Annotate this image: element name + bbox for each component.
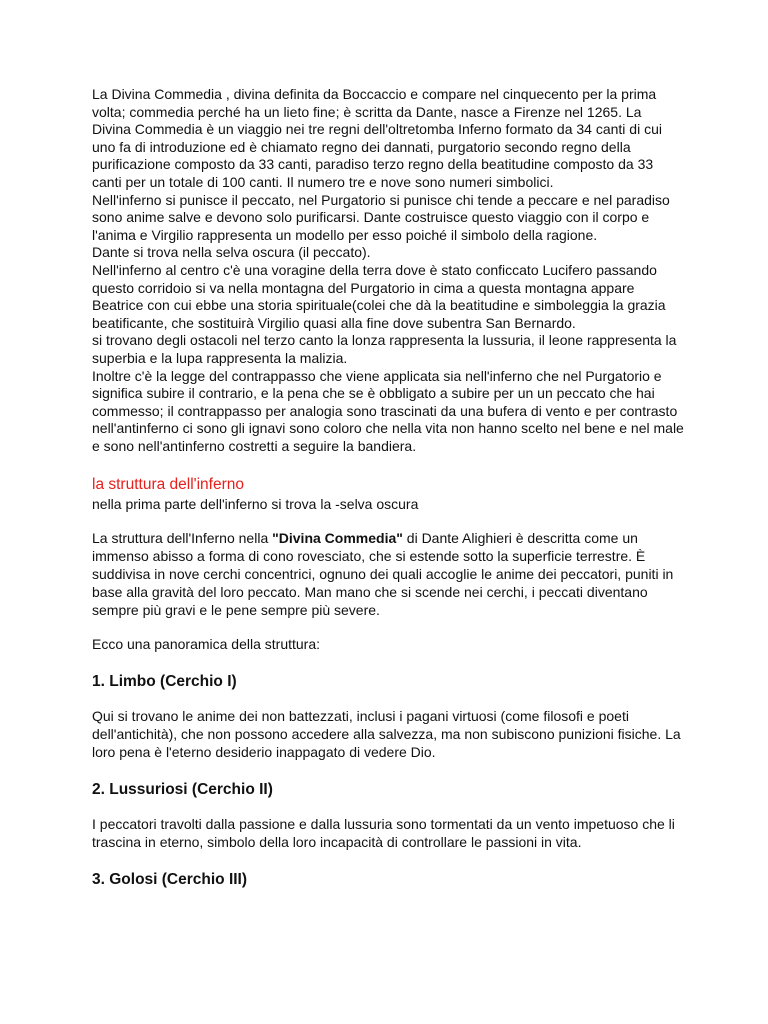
- description-bold-title: "Divina Commedia": [272, 530, 403, 547]
- overview-line: Ecco una panoramica della struttura:: [92, 636, 321, 653]
- intro-paragraph: Inoltre c'è la legge del contrappasso che viene applicata sia nell'inferno che nel Purgatorio e significa subire il contrario, e la pena che se è obbligato a subire per un un peccato che hai commesso; il contrappasso per analogia sono trascinati da una bufera di vento e per contrasto nell'antinferno ci sono gli ignavi sono coloro che nella vita non hanno scelto nel bene e nel male e sono nell'antinferno costretti a seguire la bandiera.: [92, 367, 684, 454]
- description-text-start: La struttura dell'Inferno nella: [92, 530, 273, 547]
- intro-text: [92, 86, 684, 455]
- section-subtitle: nella prima parte dell'inferno si trova la -selva oscura: [92, 496, 419, 513]
- intro-paragraph: Dante si trova nella selva oscura (il peccato).: [92, 244, 371, 261]
- structure-description: [92, 529, 684, 619]
- intro-paragraph: La Divina Commedia , divina definita da Boccaccio e compare nel cinquecento per la prima volta; commedia perché ha un lieto fine; è scritta da Dante, nasce a Firenze nel 1265. La Divina Commedia è un viaggio nei tre regni dell'oltretomba Inferno formato da 34 canti di cui uno fa di introduzione ed è chiamato regno dei dannati, purgatorio secondo regno della purificazione composto da 33 canti, paradiso terzo regno della beatitudine composto da 33 canti per un totale di 100 canti. Il numero tre e nove sono numeri simbolici.: [92, 86, 662, 190]
- circle-heading: 1. Limbo (Cerchio I): [92, 673, 237, 691]
- intro-paragraph: Nell'inferno al centro c'è una voragine della terra dove è stato conficcato Lucifero passando questo corridoio si va nella montagna del Purgatorio in cima a questa montagna appare Beatrice con cui ebbe una storia spirituale(colei che dà la beatitudine e simboleggia la grazia beatificante, che sostituirà Virgilio quasi alla fine dove subentra San Bernardo.: [92, 261, 666, 331]
- circle-heading: 3. Golosi (Cerchio III): [92, 871, 248, 889]
- circle-heading: 2. Lussuriosi (Cerchio II): [92, 781, 273, 799]
- description-text-end: di Dante Alighieri è descritta come un immenso abisso a forma di cono rovesciato, che si estende sotto la superficie terrestre. È suddivisa in nove cerchi concentrici, ognuno dei quali accoglie le anime dei peccatori, puniti in base alla gravità del loro peccato. Man mano che si scende nei cerchi, i peccati diventano sempre più gravi e le pene sempre più severe.: [92, 530, 674, 619]
- intro-paragraph: Nell'inferno si punisce il peccato, nel Purgatorio si punisce chi tende a peccare e nel paradiso sono anime salve e devono solo purificarsi. Dante costruisce questo viaggio con il corpo e l'anima e Virgilio rappresenta un modello per esso poiché il simbolo della ragione.: [92, 191, 670, 243]
- document-page: [92, 86, 684, 889]
- circle-description: Qui si trovano le anime dei non battezzati, inclusi i pagani virtuosi (come filosofi e poeti dell'antichità), che non possono accedere alla salvezza, ma non subiscono punizioni fisiche. La loro pena è l'eterno desiderio inappagato di vedere Dio.: [92, 708, 681, 761]
- section-title: la struttura dell'inferno: [92, 476, 245, 494]
- circle-description: I peccatori travolti dalla passione e dalla lussuria sono tormentati da un vento impetuoso che li trascina in eterno, simbolo della loro incapacità di controllare le passioni in vita.: [92, 816, 675, 851]
- intro-paragraph: si trovano degli ostacoli nel terzo canto la lonza rappresenta la lussuria, il leone rappresenta la superbia e la lupa rappresenta la malizia.: [92, 332, 677, 366]
